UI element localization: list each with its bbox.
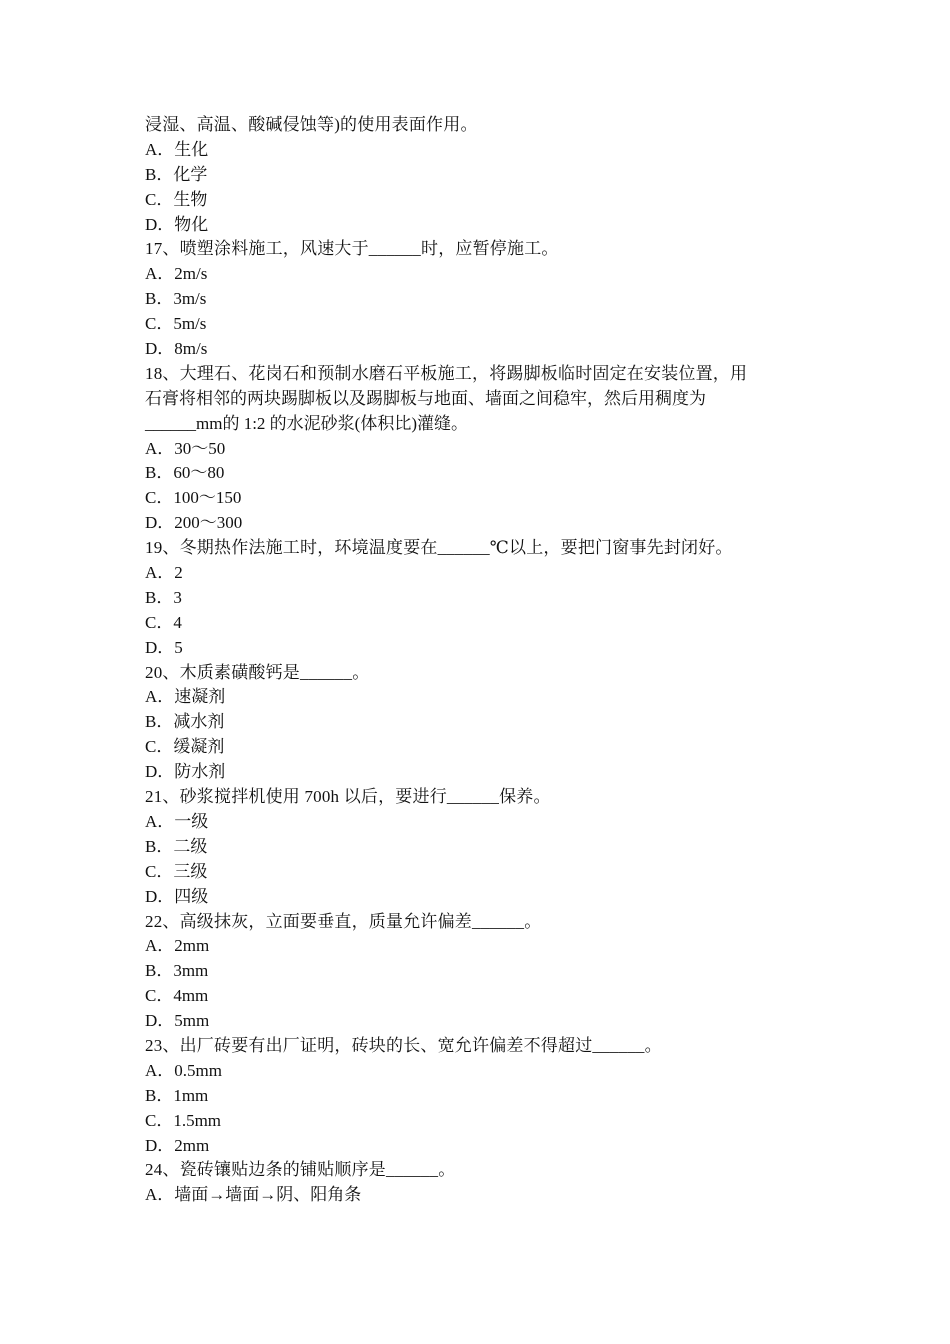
option-c: C．缓凝剂 xyxy=(145,737,225,757)
option-a: A．0.5mm xyxy=(145,1060,222,1080)
option-d: D．防水剂 xyxy=(145,762,226,782)
question-text: 17、喷塑涂料施工，风速大于______时，应暂停施工。 xyxy=(145,239,559,259)
question-text: 浸湿、高温、酸碱侵蚀等)的使用表面作用。 xyxy=(145,115,478,134)
option-d: D．2mm xyxy=(145,1135,210,1155)
option-b: B．3 xyxy=(145,587,182,607)
question-text-cont: ______mm的 1:2 的水泥砂浆(体积比)灌缝。 xyxy=(145,413,468,433)
option-b: B．减水剂 xyxy=(145,712,225,732)
option-d: D．5 xyxy=(145,637,183,657)
question-text: 23、出厂砖要有出厂证明，砖块的长、宽允许偏差不得超过______。 xyxy=(145,1035,662,1055)
option-b: B．化学 xyxy=(145,164,208,184)
question-text: 21、砂浆搅拌机使用 700h 以后，要进行______保养。 xyxy=(145,787,551,807)
question-text: 20、木质素磺酸钙是______。 xyxy=(145,662,370,682)
option-a: A．2mm xyxy=(145,936,210,956)
question-text: 24、瓷砖镶贴边条的铺贴顺序是______。 xyxy=(145,1160,456,1180)
option-a: A．墙面→墙面→阴、阳角条 xyxy=(145,1185,362,1205)
option-d: D．8m/s xyxy=(145,339,208,359)
question-text: 19、冬期热作法施工时，环境温度要在______℃以上，要把门窗事先封闭好。 xyxy=(145,538,733,558)
option-a: A．30～50 xyxy=(145,438,226,458)
question-text-cont: 石膏将相邻的两块踢脚板以及踢脚板与地面、墙面之间稳牢，然后用稠度为 xyxy=(145,388,706,408)
option-a: A．一级 xyxy=(145,811,209,831)
option-a: A．速凝剂 xyxy=(145,687,226,707)
option-c: C．生物 xyxy=(145,189,208,209)
option-d: D．200～300 xyxy=(145,513,243,533)
question-17 xyxy=(145,237,825,361)
question-20 xyxy=(145,661,825,785)
option-a: A．2m/s xyxy=(145,264,208,284)
option-b: B．3mm xyxy=(145,961,209,981)
option-c: C．5m/s xyxy=(145,314,207,334)
question-text: 22、高级抹灰，立面要垂直，质量允许偏差______。 xyxy=(145,911,542,931)
option-d: D．物化 xyxy=(145,214,209,234)
document-page xyxy=(145,113,825,1208)
option-d: D．四级 xyxy=(145,886,209,906)
option-b: B．二级 xyxy=(145,836,208,856)
question-19 xyxy=(145,536,825,660)
question-23 xyxy=(145,1034,825,1158)
question-21 xyxy=(145,785,825,909)
question-18 xyxy=(145,362,825,536)
question-22 xyxy=(145,910,825,1034)
option-c: C．4mm xyxy=(145,986,209,1006)
option-b: B．60～80 xyxy=(145,463,225,483)
question-24 xyxy=(145,1158,825,1208)
option-b: B．1mm xyxy=(145,1085,209,1105)
option-c: C．100～150 xyxy=(145,488,242,508)
option-c: C．4 xyxy=(145,612,182,632)
question-text: 18、大理石、花岗石和预制水磨石平板施工，将踢脚板临时固定在安装位置，用 xyxy=(145,363,748,383)
option-d: D．5mm xyxy=(145,1011,210,1031)
option-c: C．三级 xyxy=(145,861,208,881)
option-a: A．生化 xyxy=(145,139,209,159)
option-a: A．2 xyxy=(145,563,183,583)
option-b: B．3m/s xyxy=(145,289,207,309)
question-16-continuation xyxy=(145,113,825,237)
option-c: C．1.5mm xyxy=(145,1110,222,1130)
